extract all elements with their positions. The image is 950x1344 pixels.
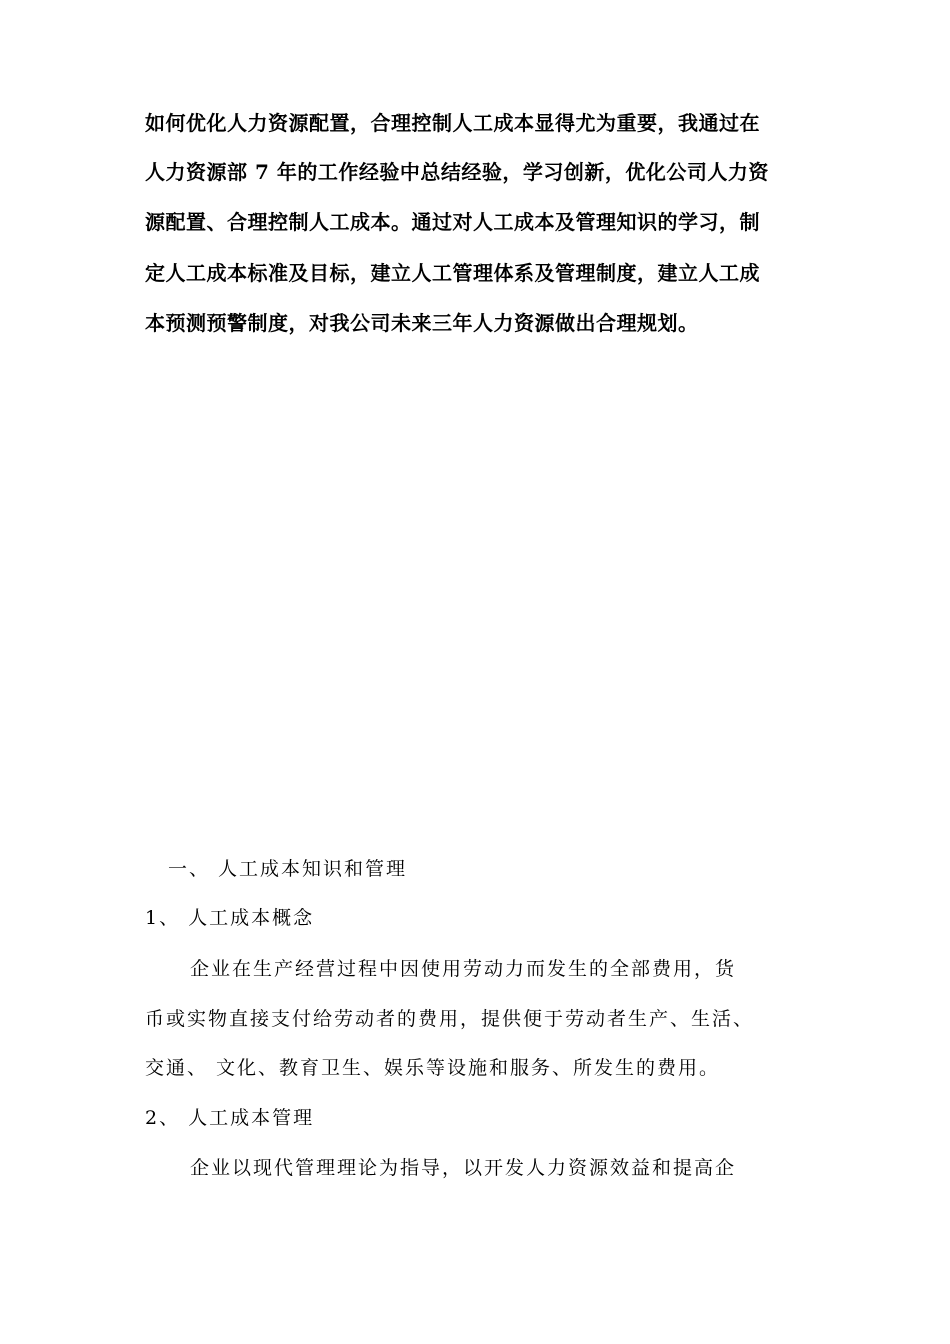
item1-body-line: 企业在生产经营过程中因使用劳动力而发生的全部费用，货 [190, 958, 737, 980]
intro-line: 本预测预警制度，对我公司未来三年人力资源做出合理规划。 [145, 311, 699, 335]
section-heading: 一、 人工成本知识和管理 [168, 858, 408, 880]
item2-title: 2、 人工成本管理 [145, 1107, 315, 1129]
item2-body-line: 企业以现代管理理论为指导，以开发人力资源效益和提高企 [190, 1157, 737, 1179]
intro-line: 源配置、合理控制人工成本。通过对人工成本及管理知识的学习，制 [145, 210, 760, 234]
intro-line: 人力资源部 7 年的工作经验中总结经验，学习创新，优化公司人力资 [145, 160, 769, 184]
intro-line: 如何优化人力资源配置，合理控制人工成本显得尤为重要，我通过在 [145, 111, 760, 135]
intro-line: 定人工成本标准及目标，建立人工管理体系及管理制度，建立人工成 [145, 261, 760, 285]
item1-body-line: 交通、 文化、教育卫生、娱乐等设施和服务、所发生的费用。 [145, 1057, 721, 1079]
item1-title: 1、 人工成本概念 [145, 907, 315, 929]
item1-body-line: 币或实物直接支付给劳动者的费用，提供便于劳动者生产、生活、 [145, 1008, 755, 1030]
